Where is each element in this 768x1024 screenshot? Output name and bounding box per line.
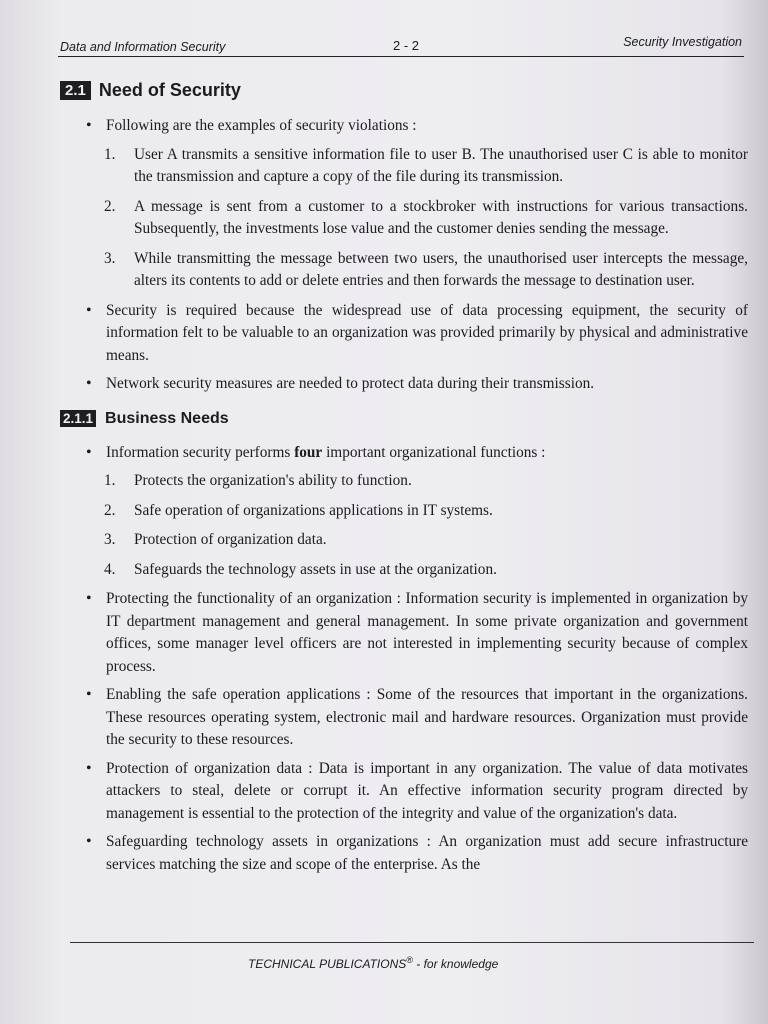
numbered-item — [58, 559, 748, 582]
running-footer — [70, 942, 754, 971]
item-text: User A transmits a sensitive information file to user B. The unauthorised user C is able to monitor the transmission and capture a copy of the file during its transmission. — [134, 145, 748, 185]
header-chapter-title: Security Investigation — [623, 35, 742, 49]
footer-tagline: - for knowledge — [416, 957, 499, 971]
bullet-text: Security is required because the widespread use of data processing equipment, the security of information felt to be valuable to an organization was provided primarily by physical and administrative means. — [106, 301, 748, 364]
subsection-heading — [60, 410, 748, 428]
bullet-icon: • — [86, 117, 92, 134]
bullet-text: Network security measures are needed to protect data during their transmission. — [106, 375, 595, 392]
numbered-item — [58, 196, 748, 241]
bullet-item — [58, 300, 748, 368]
item-number: 1. — [104, 472, 116, 489]
numbered-item — [58, 248, 748, 293]
item-number: 4. — [104, 560, 116, 578]
item-text: While transmitting the message between two users, the unauthorised user intercepts the message, alters its contents to add or delete entries and then forwards the message to destination user. — [134, 249, 748, 289]
numbered-item — [58, 470, 748, 493]
bullet-item — [58, 684, 748, 752]
bullet-item — [58, 442, 748, 465]
footer-text — [248, 955, 498, 971]
item-text: A message is sent from a customer to a stockbroker with instructions for various transactions. Subsequently, the investments lose value and the customer denies sending the message. — [134, 197, 748, 237]
item-number: 3. — [104, 531, 116, 548]
registered-mark: ® — [406, 955, 413, 965]
subsection-number: 2.1.1 — [60, 410, 96, 427]
bullet-icon: • — [86, 590, 92, 607]
item-text: Safeguards the technology assets in use at the organization. — [134, 560, 497, 578]
running-header — [58, 32, 744, 57]
header-page-number: 2 - 2 — [393, 38, 420, 53]
bullet-icon: • — [86, 759, 92, 777]
bullet-icon: • — [86, 686, 92, 703]
footer-publisher: TECHNICAL PUBLICATIONS — [248, 957, 407, 971]
subsection-title: Business Needs — [105, 409, 229, 427]
bullet-text: Protecting the functionality of an organization : Information security is implemented in organization by IT department management and general management. In some private organization and government offices, some manager level officers are not interested in implementing security because of complex process. — [106, 590, 748, 675]
numbered-item — [58, 500, 748, 523]
bullet-icon: • — [86, 301, 92, 319]
bullet-text: Enabling the safe operation applications : Some of the resources that important in the organizations. These resources operating system, electronic mail and hardware resources. Organization must provide the security to these resources. — [106, 686, 748, 748]
bullet-item — [58, 588, 748, 678]
item-number: 2. — [104, 197, 116, 215]
numbered-item — [58, 144, 748, 189]
bullet-item — [58, 115, 748, 138]
header-book-title: Data and Information Security — [60, 40, 226, 54]
bullet-icon: • — [86, 833, 92, 850]
section-title: Need of Security — [98, 80, 241, 100]
bullet-item — [58, 758, 748, 826]
bullet-icon: • — [86, 443, 92, 461]
page-body — [58, 74, 748, 882]
bullet-text: Safeguarding technology assets in organizations : An organization must add secure infrastructure services matching the size and scope of the enterprise. As the — [106, 833, 748, 873]
bullet-text: Following are the examples of security violations : — [106, 117, 417, 134]
item-number: 2. — [104, 501, 116, 519]
section-number: 2.1 — [60, 81, 91, 100]
item-text: Protection of organization data. — [134, 531, 327, 548]
bullet-icon: • — [86, 375, 92, 392]
item-number: 3. — [104, 249, 116, 267]
numbered-item — [58, 529, 748, 552]
item-number: 1. — [104, 145, 116, 163]
intro-text-a: Information security performs — [106, 443, 291, 461]
item-text: Safe operation of organizations applications in IT systems. — [134, 501, 493, 519]
intro-text-b: important organizational functions : — [326, 443, 546, 461]
intro-bold-word: four — [294, 443, 323, 461]
bullet-text: Protection of organization data : Data is important in any organization. The value of data motivates attackers to steal, delete or corrupt it. An effective information security program directed by management is essential to the protection of the integrity and value of the organization's data. — [106, 759, 748, 822]
bullet-item — [58, 831, 748, 876]
item-text: Protects the organization's ability to function. — [134, 472, 412, 489]
bullet-item — [58, 373, 748, 396]
section-heading — [60, 80, 748, 101]
